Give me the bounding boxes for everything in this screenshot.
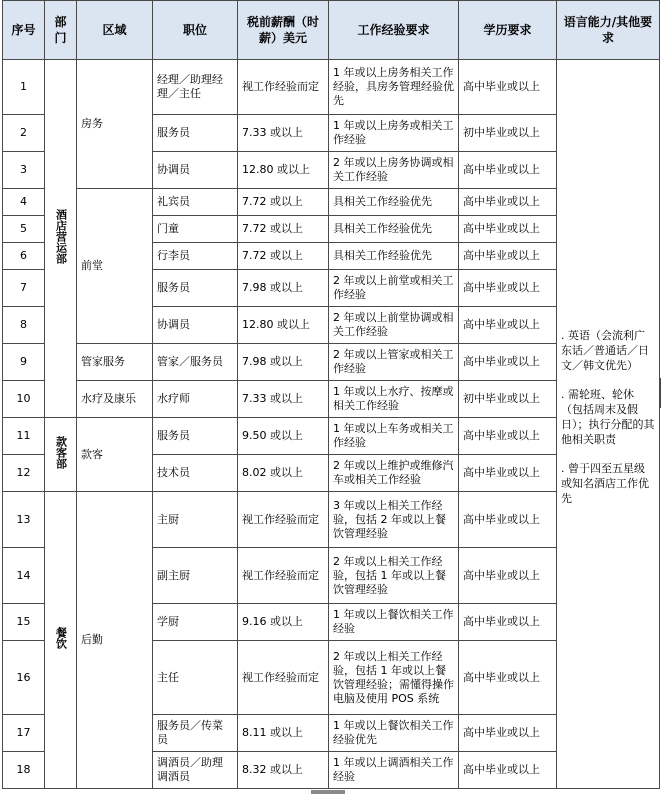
row-number: 6 — [3, 243, 45, 270]
salary-cell: 8.11 或以上 — [238, 715, 329, 752]
position-cell: 服务员 — [153, 115, 238, 152]
education-cell: 高中毕业或以上 — [459, 548, 557, 604]
area-cell: 后勤 — [77, 492, 153, 789]
salary-cell: 9.16 或以上 — [238, 604, 329, 641]
salary-cell: 7.98 或以上 — [238, 270, 329, 307]
salary-cell: 7.72 或以上 — [238, 189, 329, 216]
salary-cell: 7.98 或以上 — [238, 344, 329, 381]
education-cell: 高中毕业或以上 — [459, 216, 557, 243]
row-number: 17 — [3, 715, 45, 752]
position-cell: 副主厨 — [153, 548, 238, 604]
education-cell: 高中毕业或以上 — [459, 152, 557, 189]
dept-cell — [45, 492, 77, 789]
area-cell: 前堂 — [77, 189, 153, 344]
education-cell: 高中毕业或以上 — [459, 270, 557, 307]
row-number: 12 — [3, 455, 45, 492]
row-number: 15 — [3, 604, 45, 641]
salary-cell: 视工作经验而定 — [238, 548, 329, 604]
position-cell: 调酒员／助理调酒员 — [153, 752, 238, 789]
note-experience: . 曾于四至五星级或知名酒店工作优先 — [561, 462, 649, 505]
education-cell: 高中毕业或以上 — [459, 455, 557, 492]
header-salary: 税前薪酬（时薪）美元 — [238, 1, 329, 60]
experience-cell: 具相关工作经验优先 — [329, 189, 459, 216]
position-cell: 礼宾员 — [153, 189, 238, 216]
row-number: 9 — [3, 344, 45, 381]
salary-cell: 7.72 或以上 — [238, 243, 329, 270]
education-cell: 初中毕业或以上 — [459, 381, 557, 418]
note-language: . 英语（会流利广东话／普通话／日文／韩文优先） — [561, 329, 649, 372]
row-number: 13 — [3, 492, 45, 548]
education-cell: 高中毕业或以上 — [459, 189, 557, 216]
salary-cell: 7.72 或以上 — [238, 216, 329, 243]
experience-cell: 2 年或以上管家或相关工作经验 — [329, 344, 459, 381]
education-cell: 高中毕业或以上 — [459, 307, 557, 344]
position-cell: 主厨 — [153, 492, 238, 548]
experience-cell: 1 年或以上餐饮相关工作经验优先 — [329, 715, 459, 752]
row-number: 14 — [3, 548, 45, 604]
area-cell: 房务 — [77, 60, 153, 189]
position-cell: 门童 — [153, 216, 238, 243]
experience-cell: 1 年或以上调酒相关工作经验 — [329, 752, 459, 789]
education-cell: 初中毕业或以上 — [459, 115, 557, 152]
position-cell: 学厨 — [153, 604, 238, 641]
dept-label: 款客部 — [54, 436, 68, 469]
experience-cell: 1 年或以上房务相关工作经验，具房务管理经验优先 — [329, 60, 459, 115]
experience-cell: 1 年或以上车务或相关工作经验 — [329, 418, 459, 455]
salary-cell: 7.33 或以上 — [238, 115, 329, 152]
dept-label: 酒店营运部 — [54, 209, 68, 264]
header-row — [3, 1, 660, 60]
salary-cell: 视工作经验而定 — [238, 641, 329, 715]
job-table — [2, 0, 660, 789]
row-number: 1 — [3, 60, 45, 115]
education-cell: 高中毕业或以上 — [459, 641, 557, 715]
row-number: 18 — [3, 752, 45, 789]
experience-cell: 1 年或以上餐饮相关工作经验 — [329, 604, 459, 641]
experience-cell: 3 年或以上相关工作经验，包括 2 年或以上餐饮管理经验 — [329, 492, 459, 548]
row-number: 11 — [3, 418, 45, 455]
header-education: 学历要求 — [459, 1, 557, 60]
experience-cell: 2 年或以上房务协调或相关工作经验 — [329, 152, 459, 189]
notes-cell — [557, 60, 660, 789]
education-cell: 高中毕业或以上 — [459, 752, 557, 789]
position-cell: 经理／助理经理／主任 — [153, 60, 238, 115]
row-number: 16 — [3, 641, 45, 715]
header-other: 语言能力/其他要求 — [557, 1, 660, 60]
position-cell: 协调员 — [153, 307, 238, 344]
side-marker — [659, 378, 661, 408]
education-cell: 高中毕业或以上 — [459, 243, 557, 270]
experience-cell: 2 年或以上前堂或相关工作经验 — [329, 270, 459, 307]
experience-cell: 2 年或以上前堂协调或相关工作经验 — [329, 307, 459, 344]
row-number: 2 — [3, 115, 45, 152]
row-number: 8 — [3, 307, 45, 344]
position-cell: 管家／服务员 — [153, 344, 238, 381]
position-cell: 服务员 — [153, 418, 238, 455]
position-cell: 水疗师 — [153, 381, 238, 418]
horizontal-scrollbar-thumb[interactable] — [311, 790, 345, 794]
education-cell: 高中毕业或以上 — [459, 418, 557, 455]
position-cell: 服务员 — [153, 270, 238, 307]
salary-cell: 视工作经验而定 — [238, 60, 329, 115]
row-number: 5 — [3, 216, 45, 243]
salary-cell: 8.32 或以上 — [238, 752, 329, 789]
header-position: 职位 — [153, 1, 238, 60]
note-shift: . 需轮班、轮休（包括周末及假日）；执行分配的其他相关职责 — [561, 388, 655, 446]
header-area: 区域 — [77, 1, 153, 60]
position-cell: 服务员／传菜员 — [153, 715, 238, 752]
experience-cell: 具相关工作经验优先 — [329, 216, 459, 243]
education-cell: 高中毕业或以上 — [459, 60, 557, 115]
salary-cell: 12.80 或以上 — [238, 152, 329, 189]
salary-cell: 12.80 或以上 — [238, 307, 329, 344]
area-cell: 款客 — [77, 418, 153, 492]
salary-cell: 8.02 或以上 — [238, 455, 329, 492]
table-row — [3, 60, 660, 115]
experience-cell: 1 年或以上房务或相关工作经验 — [329, 115, 459, 152]
salary-cell: 9.50 或以上 — [238, 418, 329, 455]
header-dept: 部门 — [45, 1, 77, 60]
dept-cell — [45, 60, 77, 418]
dept-label: 餐饮 — [54, 627, 68, 649]
experience-cell: 1 年或以上水疗、按摩或相关工作经验 — [329, 381, 459, 418]
row-number: 7 — [3, 270, 45, 307]
position-cell: 主任 — [153, 641, 238, 715]
experience-cell: 2 年或以上相关工作经验，包括 1 年或以上餐饮管理经验 — [329, 548, 459, 604]
education-cell: 高中毕业或以上 — [459, 715, 557, 752]
experience-cell: 2 年或以上维护或维修汽车或相关工作经验 — [329, 455, 459, 492]
header-experience: 工作经验要求 — [329, 1, 459, 60]
area-cell: 管家服务 — [77, 344, 153, 381]
salary-cell: 7.33 或以上 — [238, 381, 329, 418]
education-cell: 高中毕业或以上 — [459, 492, 557, 548]
header-seq: 序号 — [3, 1, 45, 60]
position-cell: 协调员 — [153, 152, 238, 189]
row-number: 3 — [3, 152, 45, 189]
dept-cell — [45, 418, 77, 492]
education-cell: 高中毕业或以上 — [459, 344, 557, 381]
area-cell: 水疗及康乐 — [77, 381, 153, 418]
position-cell: 技术员 — [153, 455, 238, 492]
position-cell: 行李员 — [153, 243, 238, 270]
experience-cell: 具相关工作经验优先 — [329, 243, 459, 270]
education-cell: 高中毕业或以上 — [459, 604, 557, 641]
experience-cell: 2 年或以上相关工作经验，包括 1 年或以上餐饮管理经验；需懂得操作电脑及使用 POS 系统 — [329, 641, 459, 715]
row-number: 4 — [3, 189, 45, 216]
row-number: 10 — [3, 381, 45, 418]
salary-cell: 视工作经验而定 — [238, 492, 329, 548]
